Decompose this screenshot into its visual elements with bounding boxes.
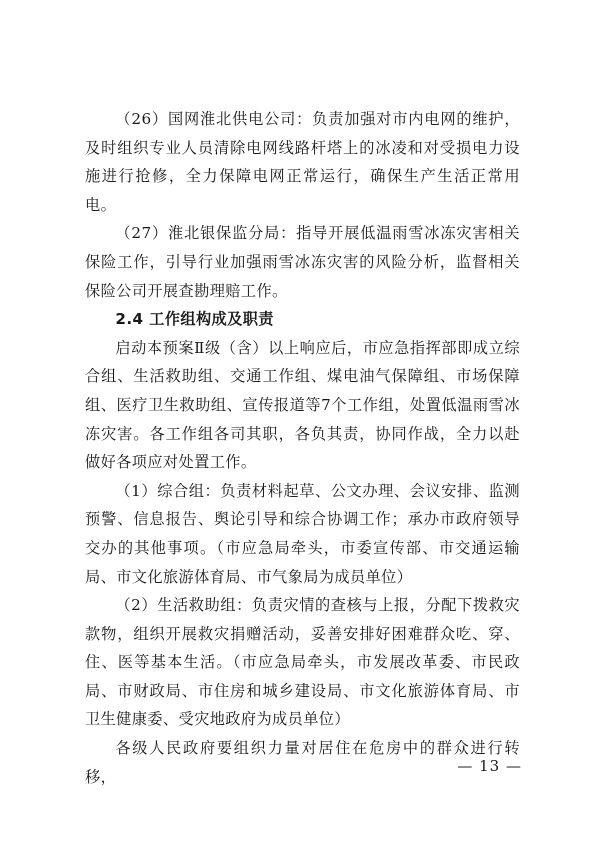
page-number: — 13 — [457,757,522,775]
section-heading: 2.4 工作组构成及职责 [115,310,274,329]
paragraph-insurance-bureau: （27）淮北银保监分局：指导开展低温雨雪冰冻灾害相关保险工作，引导行业加强雨雪冰冻灾害的风险分析，监督相关保险公司开展查勘理赔工作。 [85,224,520,300]
paragraph-general-group: （1）综合组：负责材料起草、公文办理、会议安排、监测预警、信息报告、舆论引导和综合协调工作；承办市政府领导交办的其他事项。（市应急局牵头，市委宣传部、市交通运输局、市文化旅游体育局、市气象局为成员单位） [85,481,520,586]
paragraph-relief-group: （2）生活救助组：负责灾情的查核与上报，分配下拨救灾款物，组织开展救灾捐赠活动，妥善安排好困难群众吃、穿、住、医等基本生活。（市应急局牵头，市发展改革委、市民政局、市财政局、市住房和城乡建设局、市文化旅游体育局、市卫生健康委、受灾地政府为成员单位） [85,596,520,729]
paragraph-power-company: （26）国网淮北供电公司：负责加强对市内电网的维护，及时组织专业人员清除电网线路杆塔上的冰凌和对受损电力设施进行抢修，全力保障电网正常运行，确保生产生活正常用电。 [85,110,520,214]
paragraph-response-groups: 启动本预案Ⅱ级（含）以上响应后，市应急指挥部即成立综合组、生活救助组、交通工作组、煤电油气保障组、市场保障组、医疗卫生救助组、宣传报道等7个工作组，处置低温雨雪冰冻灾害。各工作组各司其职，各负其责，协同作战，全力以赴做好各项应对处置工作。 [85,338,520,472]
document-page [85,105,520,791]
paragraph-government-transfer: 各级人民政府要组织力量对居住在危房中的群众进行转移， [85,739,520,786]
